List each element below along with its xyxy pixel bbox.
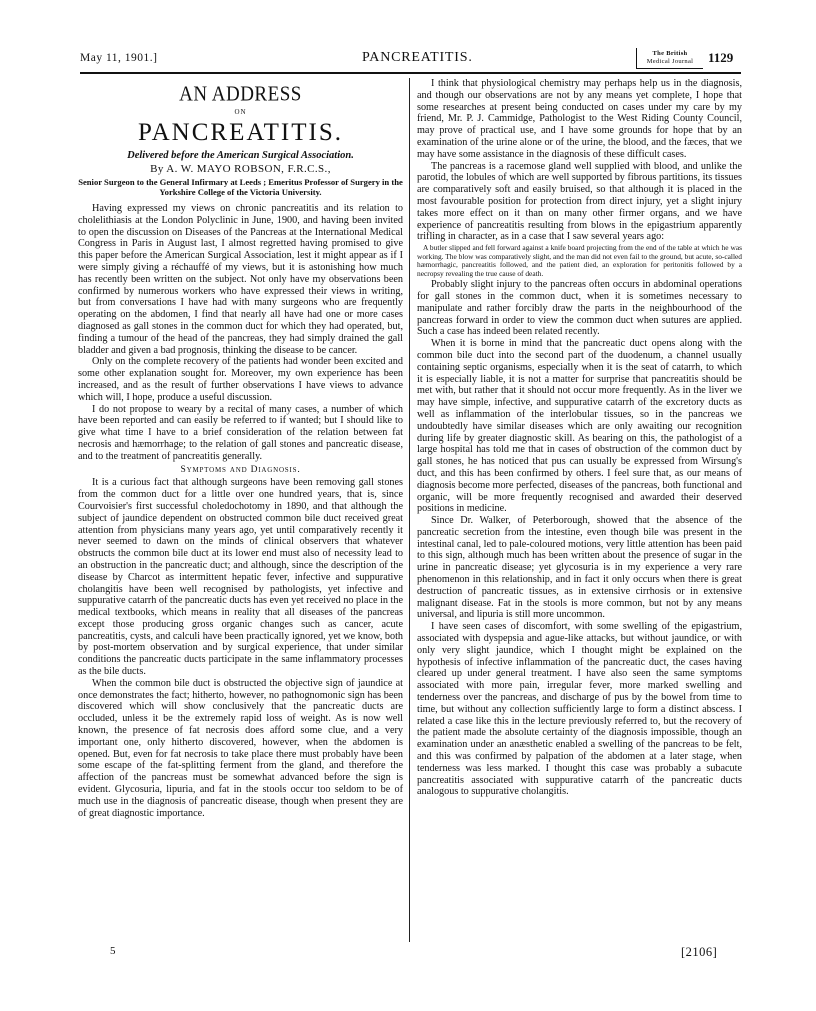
column-divider [409, 78, 410, 942]
paragraph: I do not propose to weary by a recital of many cases, a number of which have been reported and can easily be referred to if wanted; but I should like to give what time I have to a brief consideration of the relation between fat necrosis and hæmorrhage; to the relation of gall stones and pancreatic disease, and to the treatment of pancreatitis generally. [78, 403, 403, 462]
paragraph: It is a curious fact that although surgeons have been removing gall stones from the common duct for a little over one hundred years, that is, since Courvoisier's first successful choledochotomy in 1890, and that although the subject of jaundice dependent on obstructed common bile duct received great attention from physicians many years ago, yet until comparatively recently it never seemed to dawn on the minds of clinical observers that whatever obstructs the common bile duct at its lower end must also of necessity lead to an obstruction in the pancreatic duct; and although, since the description of the disease by Charcot as intermittent hepatic fever, infective and suppurative cholangitis have been well recognised by pathologists, yet infective and suppurative catarrh of the pancreatic ducts has even yet received no place in the medical textbooks, which means in reality that all diseases of the pancreas except those producing gross organic changes such as cancer, acute pancreatitis, cysts, and calculi have been practically ignored, yet we know, both by post-mortem observation and by surgical experience, that under similar conditions the pancreatic ducts participate in the same inflammatory processes as the bile ducts. [78, 477, 404, 678]
left-column [78, 78, 403, 819]
paragraph: Probably slight injury to the pancreas often occurs in abdominal operations for gall stones in the common duct, when it is sometimes necessary to manipulate and rather forcibly draw the parts in the neighbourhood of the pancreas forward in order to view the common duct when sutures are applied. Such a case has indeed been related recently. [417, 279, 742, 338]
paragraph: I think that physiological chemistry may perhaps help us in the diagnosis, and though our observations are not by any means yet complete, I hope that some researches at present being conducted on cases under my care by my friend, Mr. P. J. Cammidge, Pathologist to the West Riding County Council, may prove of practical use, and I have some grounds for hope that by an examination of the urine alone or of the urine, the blood, and the fæces, that we may have some assistance in the diagnosis of these difficult cases. [417, 78, 742, 160]
header-page-number: 1129 [708, 50, 734, 65]
author-affiliation: Senior Surgeon to the General Infirmary at Leeds ; Emeritus Professor of Surgery in the Yorkshire College of the Victoria University. [78, 177, 403, 197]
journal-line-2: Medical Journal [646, 58, 694, 65]
paragraph: When it is borne in mind that the pancreatic duct opens along with the common bile duct into the second part of the duodenum, a channel usually containing septic organisms, especially when it is the seat of catarrh, to which it is especially liable, it is not a matter for surprise that pancreatitis should be met with, but rather that it should not occur more frequently. As in the liver we may have simple, infective, and suppurative catarrh of the excretory ducts as well as inflammation of the interlobular tissues, so in the pancreas we undoubtedly have similar diseases which are only awaiting our recognition during life by greater diagnostic skill. As bearing on this, the pathologist of a large hospital has told me that in cases of obstruction of the common duct by gall stones, he has noticed that pus can usually be expressed from Wirsung's duct, and this has been confirmed by others. I feel sure that, as our means of diagnosis become more perfected, diseases of the pancreas, both functional and organic, will be more frequently recognised and awarded their deserved positions in medicine. [417, 338, 742, 515]
paragraph: The pancreas is a racemose gland well supplied with blood, and unlike the parotid, the lobules of which are well supported by fibrous partitions, its tissues are comparatively soft and easily bruised, so that although it is placed in the most favourable position for protection from direct injury, yet a slight injury takes more effect on it than on many other firmer organs, and we have experience of pancreatitis resulting from blows in the epigastrium apparently trifling in character, as in a case that I saw several years ago: [417, 160, 742, 243]
title-address: AN ADDRESS [179, 82, 302, 106]
header-date: May 11, 1901.] [80, 52, 158, 64]
author-line: By A. W. MAYO ROBSON, F.R.C.S., [150, 163, 331, 175]
title-on: ON [234, 108, 247, 116]
header-journal-name [636, 48, 703, 69]
title-main: PANCREATITIS. [138, 119, 343, 146]
paragraph: I have seen cases of discomfort, with some swelling of the epigastrium, associated with dyspepsia and ague-like attacks, but without jaundice, or with only very slight jaundice, which I thought might be explained on the hypothesis of infective inflammation of the pancreatic duct, the cases having cleared up under general treatment. I have also seen the same symptoms associated with more pain, irregular fever, more marked swelling and tenderness over the pancreas, and discharge of pus by the bowel from time to time, but without any collection sufficiently large to form a distinct abscess. I related a case like this in the lecture previously referred to, but the recovery of the patient made the absolute certainty of the diagnosis impossible, though an examination under an anæsthetic enabled a swelling of the pancreas to be felt, and this was confirmed by palpation of the abdomen at a later stage, when tenderness was less marked. I thought this case was probably a subacute pancreatitis associated with suppurative catarrh of the pancreatic ducts analogous to suppurative cholangitis. [417, 621, 742, 798]
paragraph: Having expressed my views on chronic pancreatitis and its relation to cholelithiasis at the London Polyclinic in June, 1900, and having been invited to open the discussion on Diseases of the Pancreas at the International Medical Congress in Paris in August last, I almost regretted having promised to give this paper before the American Surgical Association, lest it might appear as if I were simply giving a réchauffé of my views, but it is astonishing how much has recently been written on the subject. Not only have my observations been confirmed by numerous workers who have expressed their views in writing, but from conversations I have had with many surgeons who are frequently operating on the abdomen, I find that nearly all have had one or more cases diagnosed as gall stones in the common duct for which they had operated, but, finding a tumour of the head of the pancreas, they had simply drained the gall bladder and given a bad prognosis, thinking the disease to be cancer. [78, 203, 403, 356]
footer-signature: 5 [110, 945, 116, 957]
section-heading: Symptoms and Diagnosis. [180, 464, 301, 475]
paragraph: Since Dr. Walker, of Peterborough, showed that the absence of the pancreatic secretion from the intestine, even though bile was present in the intestinal canal, led to pale-coloured motions, very little attention has been paid to this sign, although much has been written about the presence of sugar in the urine in pancreatic disease; yet glycosuria is in my experience a very rare phenomenon in this relationship, and in fact it only occurs when there is great destruction of pancreatic tissues, as in extensive cirrhosis or in extensive malignant disease. Fat in the stools is more common, but not by any means universal, and lipuria is still more uncommon. [417, 515, 742, 621]
title-delivered: Delivered before the American Surgical Association. [127, 150, 354, 161]
paragraph: When the common bile duct is obstructed the objective sign of jaundice at once demonstrates the fact; hitherto, however, no pathognomonic sign has been discovered which will show conclusively that the pancreatic ducts are occluded, unless it be the extremely rapid loss of weight. As is now well known, the presence of fat necrosis does afford some clue, and a very important one, only hitherto discovered, however, when the abdomen is opened. But, even for fat necrosis to take place there must probably have been some escape of the fat-splitting ferment from the gland, and therefore the affection of the pancreas must be somewhat advanced before the sign is evident. Glycosuria, lipuria, and fat in the stools occur too seldom to be of much use in the diagnosis of pancreatic disease, though when present they are of great diagnostic importance. [78, 677, 403, 819]
paragraph: Only on the complete recovery of the patients had wonder been excited and some other explanation sought for. Moreover, my own experience has been increased, and as the result of further observations I have views to advance which will, I hope, produce a useful discussion. [78, 356, 403, 403]
case-report: A butler slipped and fell forward against a knife board projecting from the end of the table at which he was working. The blow was comparatively slight, and the man did not even fail to the ground, but acute, so-called hæmorrhagic, pancreatitis followed, and the patient died, an exploration for peritonitis followed by a necropsy revealing the true cause of death. [417, 243, 742, 278]
running-header [80, 46, 741, 74]
footer-code: [2106] [681, 945, 718, 959]
journal-line-1: The British [652, 50, 688, 57]
right-column [417, 78, 742, 798]
header-running-title: PANCREATITIS. [362, 50, 473, 65]
